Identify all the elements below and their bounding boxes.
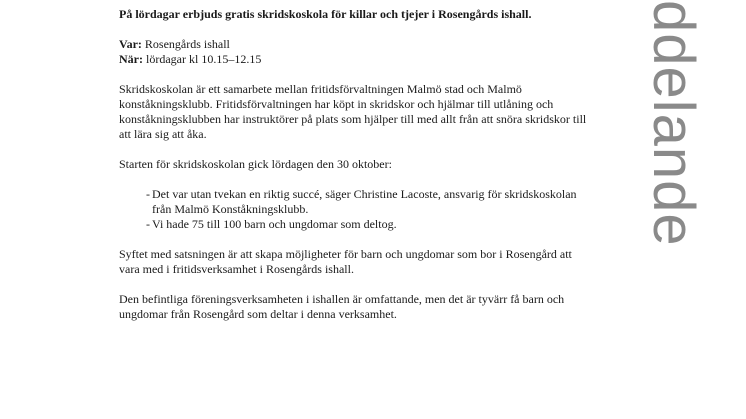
list-dash: - xyxy=(146,217,150,231)
event-info xyxy=(119,37,589,67)
when-line xyxy=(119,52,589,67)
body-paragraph: Starten för skridskoskolan gick lördagen den 30 oktober: xyxy=(119,157,392,171)
vertical-heading xyxy=(638,0,708,247)
body-paragraph: Syftet med satsningen är att skapa möjligheter för barn och ungdomar som bor i Rosengård att vara med i fritidsverksamhet i Rosengårds ishall. xyxy=(119,247,572,276)
quote-list xyxy=(119,187,589,232)
where-label: Var: xyxy=(119,37,142,51)
body-paragraph: Den befintliga föreningsverksamheten i ishallen är omfattande, men det är tyvärr få barn och ungdomar från Rosengård som deltar i denna verksamhet. xyxy=(119,292,565,321)
body-paragraph: Skridskoskolan är ett samarbete mellan fritidsförvaltningen Malmö stad och Malmö konståkningsklubb. Fritidsförvaltningen har köpt in skridskor och hjälmar till utlåning och konståkningsklubben har instruktörer på plats som hjälper till med allt från att snöra skridskor till att lära sig att åka. xyxy=(119,82,587,141)
list-item-text: Det var utan tvekan en riktig succé, säger Christine Lacoste, ansvarig för skridskoskolan från Malmö Konståkningsklubb. xyxy=(152,187,577,216)
when-value: lördagar kl 10.15–12.15 xyxy=(143,52,262,66)
where-value: Rosengårds ishall xyxy=(141,37,230,51)
vertical-heading-text: ddelande xyxy=(641,0,706,247)
when-label: När: xyxy=(119,52,143,66)
list-item xyxy=(119,217,589,232)
list-dash: - xyxy=(146,187,150,201)
lead-paragraph: På lördagar erbjuds gratis skridskoskola för killar och tjejer i Rosengårds ishall. xyxy=(119,7,532,21)
list-item xyxy=(119,187,589,217)
document-body xyxy=(119,7,589,337)
where-line xyxy=(119,37,589,52)
list-item-text: Vi hade 75 till 100 barn och ungdomar som deltog. xyxy=(152,217,397,231)
